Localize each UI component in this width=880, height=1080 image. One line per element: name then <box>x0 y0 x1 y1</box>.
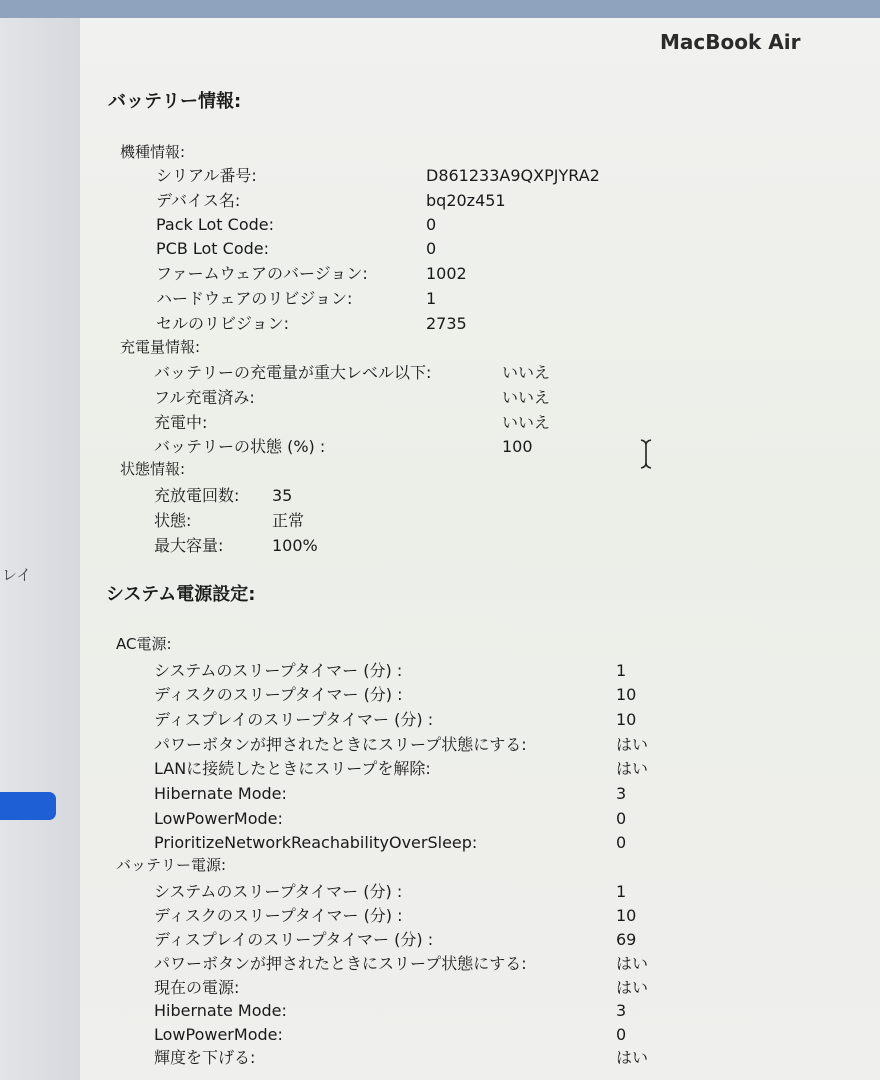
ac-system-sleep-label: システムのスリープタイマー (分) : <box>154 661 403 680</box>
max-capacity-value: 100% <box>272 536 318 555</box>
batt-disk-sleep-label: ディスクのスリープタイマー (分) : <box>154 906 403 925</box>
sidebar-item-label[interactable]: レイ <box>2 566 32 584</box>
cell-revision-value: 2735 <box>426 314 467 333</box>
batt-current-source-value: はい <box>616 978 649 997</box>
batt-power-button-sleep-value: はい <box>616 954 649 973</box>
ac-disk-sleep-value: 10 <box>616 685 637 704</box>
health-info-heading: 状態情報: <box>120 460 186 478</box>
ac-wake-on-lan-value: はい <box>616 759 649 778</box>
power-settings-heading: システム電源設定: <box>106 584 256 605</box>
max-capacity-label: 最大容量: <box>154 536 224 555</box>
batt-hibernate-mode-label: Hibernate Mode: <box>154 1001 287 1020</box>
window-top-bar <box>0 0 880 18</box>
ac-low-power-mode-value: 0 <box>616 809 627 828</box>
batt-reduce-brightness-value: はい <box>616 1048 649 1067</box>
ac-prioritize-network-label: PrioritizeNetworkReachabilityOverSleep: <box>154 833 478 852</box>
battery-power-heading: バッテリー電源: <box>116 856 227 874</box>
cycle-count-value: 35 <box>272 486 293 505</box>
text-cursor-icon <box>638 438 654 470</box>
battery-info-heading: バッテリー情報: <box>108 91 242 112</box>
ac-hibernate-mode-label: Hibernate Mode: <box>154 784 287 803</box>
firmware-version-value: 1002 <box>426 264 467 283</box>
model-info-heading: 機種情報: <box>120 143 186 161</box>
batt-display-sleep-value: 69 <box>616 930 637 949</box>
batt-display-sleep-label: ディスプレイのスリープタイマー (分) : <box>154 930 434 949</box>
charge-critical-label: バッテリーの充電量が重大レベル以下: <box>154 363 432 382</box>
charging-value: いいえ <box>502 413 551 432</box>
batt-current-source-label: 現在の電源: <box>154 978 240 997</box>
battery-state-value: 100 <box>502 437 533 456</box>
charge-info-heading: 充電量情報: <box>120 338 201 356</box>
ac-low-power-mode-label: LowPowerMode: <box>154 809 283 828</box>
ac-prioritize-network-value: 0 <box>616 833 627 852</box>
firmware-version-label: ファームウェアのバージョン: <box>156 264 368 283</box>
pack-lot-code-label: Pack Lot Code: <box>156 215 275 234</box>
batt-reduce-brightness-label: 輝度を下げる: <box>154 1048 256 1067</box>
batt-system-sleep-label: システムのスリープタイマー (分) : <box>154 882 403 901</box>
batt-system-sleep-value: 1 <box>616 882 627 901</box>
system-report-panel <box>80 18 880 1080</box>
charge-critical-value: いいえ <box>502 363 551 382</box>
pack-lot-code-value: 0 <box>426 215 437 234</box>
serial-number-label: シリアル番号: <box>156 166 257 185</box>
hardware-revision-label: ハードウェアのリビジョン: <box>156 289 353 308</box>
battery-state-label: バッテリーの状態 (%) : <box>154 437 326 456</box>
device-name-value: bq20z451 <box>426 191 506 210</box>
ac-disk-sleep-label: ディスクのスリープタイマー (分) : <box>154 685 403 704</box>
ac-power-button-sleep-value: はい <box>616 735 649 754</box>
charging-label: 充電中: <box>154 413 208 432</box>
batt-disk-sleep-value: 10 <box>616 906 637 925</box>
batt-low-power-mode-value: 0 <box>616 1025 627 1044</box>
batt-hibernate-mode-value: 3 <box>616 1001 627 1020</box>
fully-charged-label: フル充電済み: <box>154 388 255 407</box>
cell-revision-label: セルのリビジョン: <box>156 314 290 333</box>
ac-display-sleep-label: ディスプレイのスリープタイマー (分) : <box>154 710 434 729</box>
pcb-lot-code-label: PCB Lot Code: <box>156 239 270 258</box>
ac-display-sleep-value: 10 <box>616 710 637 729</box>
ac-hibernate-mode-value: 3 <box>616 784 627 803</box>
device-name-label: デバイス名: <box>156 191 241 210</box>
fully-charged-value: いいえ <box>502 388 551 407</box>
sidebar <box>0 18 81 1080</box>
ac-wake-on-lan-label: LANに接続したときにスリープを解除: <box>154 759 431 778</box>
pcb-lot-code-value: 0 <box>426 239 437 258</box>
window-title: MacBook Air <box>660 30 801 54</box>
hardware-revision-value: 1 <box>426 289 437 308</box>
ac-power-heading: AC電源: <box>116 635 172 653</box>
ac-system-sleep-value: 1 <box>616 661 627 680</box>
batt-power-button-sleep-label: パワーボタンが押されたときにスリープ状態にする: <box>154 954 527 973</box>
condition-label: 状態: <box>154 511 192 530</box>
ac-power-button-sleep-label: パワーボタンが押されたときにスリープ状態にする: <box>154 735 527 754</box>
sidebar-selected-item[interactable] <box>0 792 56 820</box>
condition-value: 正常 <box>272 511 305 530</box>
batt-low-power-mode-label: LowPowerMode: <box>154 1025 283 1044</box>
cycle-count-label: 充放電回数: <box>154 486 240 505</box>
serial-number-value: D861233A9QXPJYRA2 <box>426 166 600 185</box>
